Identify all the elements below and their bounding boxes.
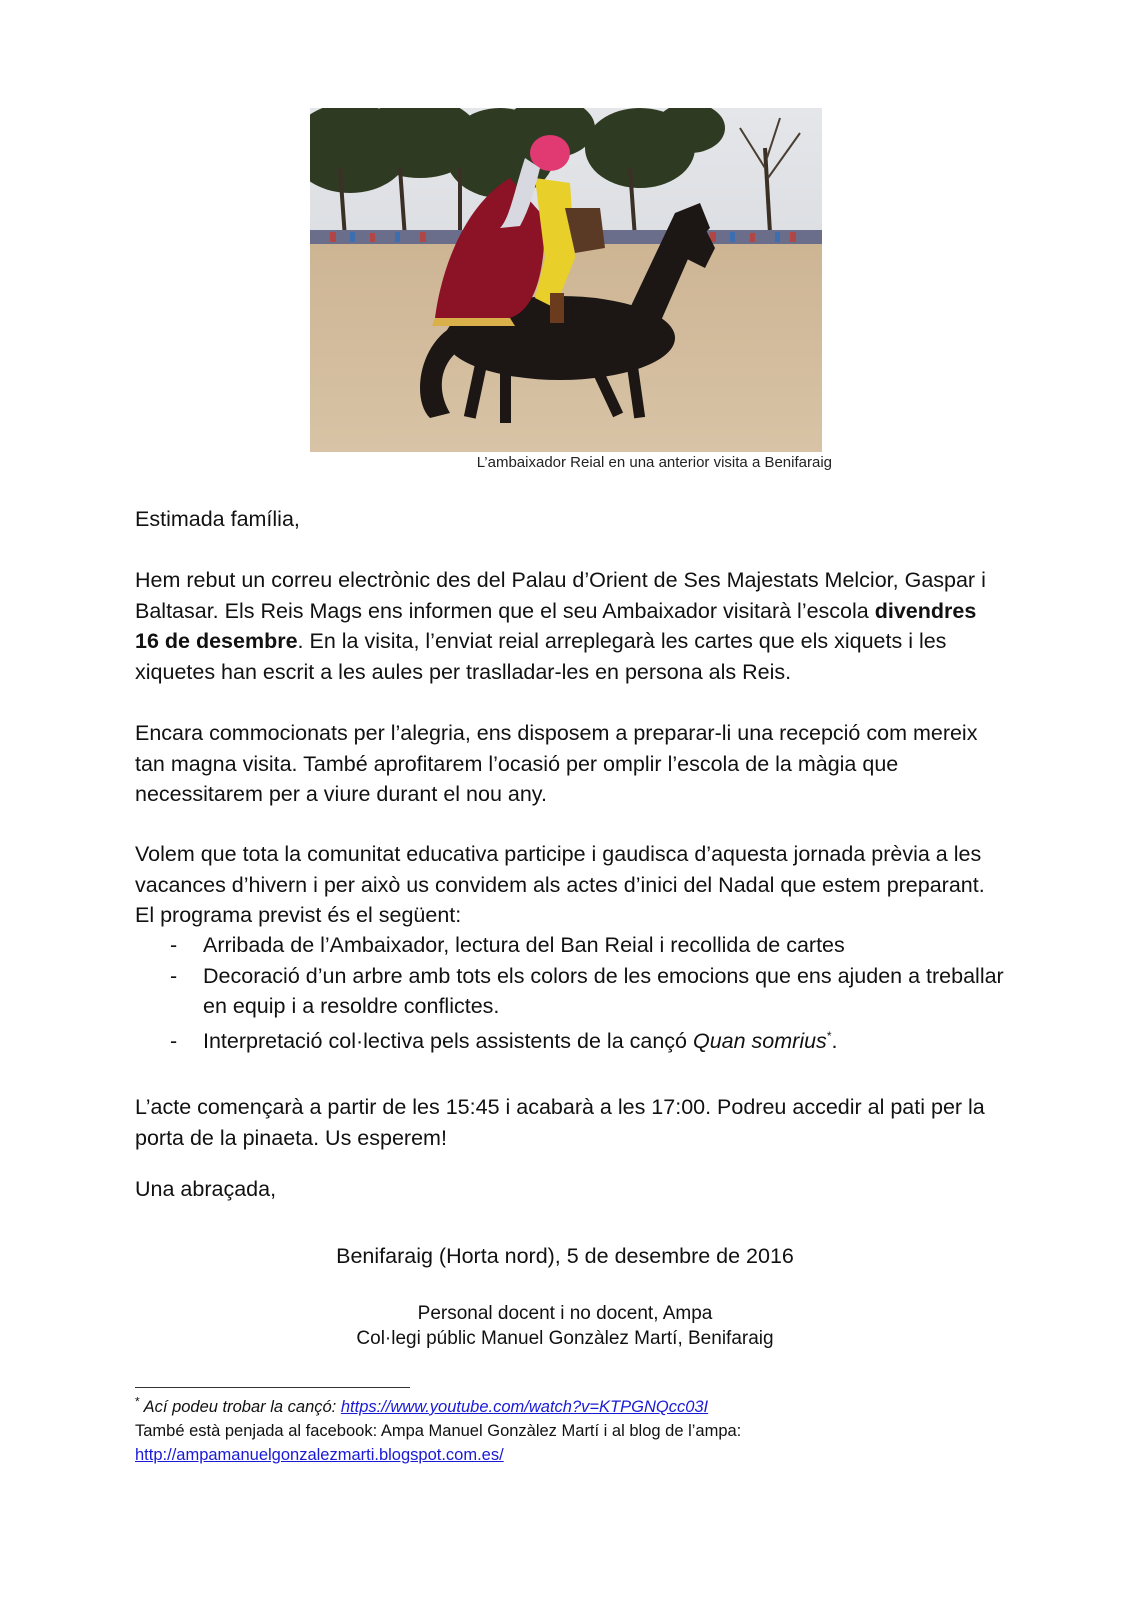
announcement-text-b: . En la visita, l’enviat reial arreplegarà les cartes que els xiquets i les xiquetes han escrit a les aules per traslladar-les en persona als Reis. — [135, 629, 947, 684]
bullet-dash: - — [170, 963, 178, 988]
visit-date-bold: divendres 16 de desembre — [135, 598, 977, 653]
footnote-song — [135, 1395, 1015, 1419]
greeting-text: Estimada família, — [135, 507, 300, 531]
footnotes — [135, 1395, 1015, 1467]
photo-caption: L’ambaixador Reial en una anterior visita a Benifaraig — [476, 454, 832, 471]
footnote-marker: * — [135, 1394, 140, 1409]
bullet-dash: - — [170, 933, 178, 957]
horseback-rider-photo — [310, 108, 822, 452]
paragraph-schedule — [135, 1092, 1005, 1153]
dateline: Benifaraig (Horta nord), 5 de desembre de 2016 — [336, 1244, 794, 1268]
signature-line-1: Personal docent i no docent, Ampa — [417, 1303, 713, 1324]
list-item-text-b: . — [831, 1028, 838, 1053]
paragraph-announcement — [135, 565, 1005, 687]
greeting — [135, 504, 1005, 535]
closing — [135, 1174, 1005, 1205]
song-title: Quan somrius — [692, 1028, 827, 1053]
blog-link[interactable]: http://ampamanuelgonzalezmarti.blogspot.com.es/ — [135, 1446, 504, 1464]
footnote-marker: * — [826, 1028, 832, 1043]
list-item-text: Decoració d’un arbre amb tots els colors de les emocions que ens ajuden a treballar en equip i a resoldre conflictes. — [203, 963, 1004, 1018]
bullet-dash: - — [170, 1028, 178, 1053]
schedule-text: L’acte començarà a partir de les 15:45 i acabarà a les 17:00. Podreu accedir al pati per la porta de la pinaeta. Us esperem! — [135, 1095, 985, 1150]
footnote-divider — [135, 1387, 410, 1388]
program-text: Volem que tota la comunitat educativa participe i gaudisca d’aquesta jornada prèvia a les vacances d’hivern i per això us convidem als actes d’inici del Nadal que estem preparant. El programa previst és el següent: — [135, 842, 985, 927]
paragraph-reception — [135, 718, 1005, 810]
program-list — [135, 930, 1005, 1056]
footnote-song-text: Ací podeu trobar la cançó: — [139, 1398, 341, 1416]
list-item-text-a: Interpretació col·lectiva pels assistents de la cançó — [203, 1028, 693, 1053]
signature-line-2: Col·legi públic Manuel Gonzàlez Martí, Benifaraig — [356, 1328, 774, 1349]
paragraph-program — [135, 839, 1005, 931]
footnote-facebook: També està penjada al facebook: Ampa Manuel Gonzàlez Martí i al blog de l’ampa: — [135, 1422, 742, 1440]
reception-text: Encara commocionats per l’alegria, ens disposem a preparar-li una recepció com mereix tan magna visita. També aprofitarem l’ocasió per omplir l’escola de la màgia que necessitarem per a viure durant el nou any. — [135, 721, 978, 806]
list-item — [135, 930, 1005, 961]
list-item — [135, 1026, 1005, 1057]
list-item-text: Arribada de l’Ambaixador, lectura del Ban Reial i recollida de cartes — [203, 933, 845, 957]
announcement-text-a: Hem rebut un correu electrònic des del Palau d’Orient de Ses Majestats Melcior, Gaspar i Baltasar. Els Reis Mags ens informen que el seu Ambaixador visitarà l’escola — [135, 568, 986, 623]
closing-text: Una abraçada, — [135, 1177, 277, 1201]
list-item — [135, 961, 1005, 1022]
song-link[interactable]: https://www.youtube.com/watch?v=KTPGNQcc03I — [340, 1398, 709, 1416]
